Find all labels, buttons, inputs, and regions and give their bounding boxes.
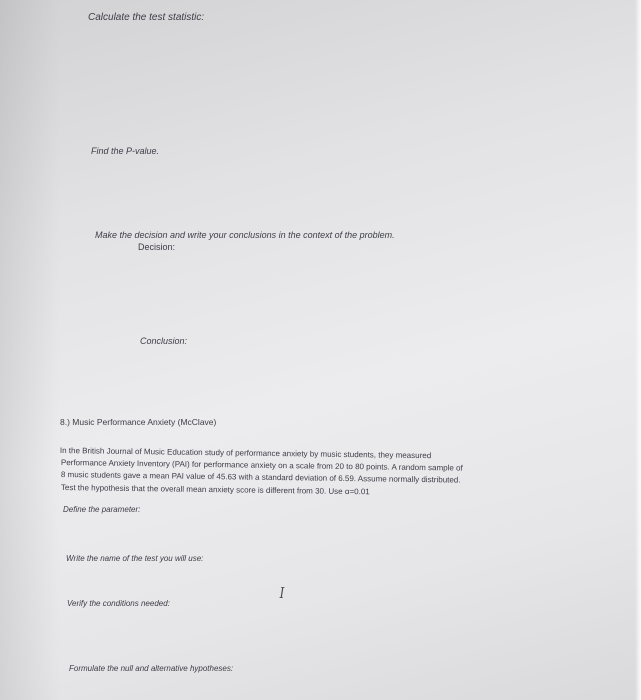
problem-line-2: Performance Anxiety Inventory (PAI) for performance anxiety on a scale from 20 to 80 points. A random sample of xyxy=(60,457,463,473)
question-test-name: Write the name of the test you will use: xyxy=(66,554,204,563)
photo-shading xyxy=(0,0,60,700)
question-decision-prompt: Make the decision and write your conclusions in the context of the problem. xyxy=(95,230,395,240)
page-edge xyxy=(635,0,641,700)
question-conditions: Verify the conditions needed: xyxy=(67,599,170,608)
question-define-parameter: Define the parameter: xyxy=(63,505,141,514)
problem-line-1: In the British Journal of Music Education study of performance anxiety by music students, they measured xyxy=(59,445,432,461)
problem-line-3: 8 music students gave a mean PAI value of 45.63 with a standard deviation of 6.59. Assume normally distributed. xyxy=(60,469,461,485)
question-test-statistic: Calculate the test statistic: xyxy=(88,12,205,23)
problem-heading: 8.) Music Performance Anxiety (McClave) xyxy=(60,417,217,427)
conclusion-label: Conclusion: xyxy=(140,336,188,346)
question-hypotheses: Formulate the null and alternative hypotheses: xyxy=(69,664,234,673)
problem-line-4: Test the hypothesis that the overall mean anxiety score is different from 30. Use α=0.01 xyxy=(60,482,370,497)
decision-label: Decision: xyxy=(138,242,176,252)
text-cursor-icon: I xyxy=(279,584,285,602)
question-p-value: Find the P-value. xyxy=(91,146,160,156)
